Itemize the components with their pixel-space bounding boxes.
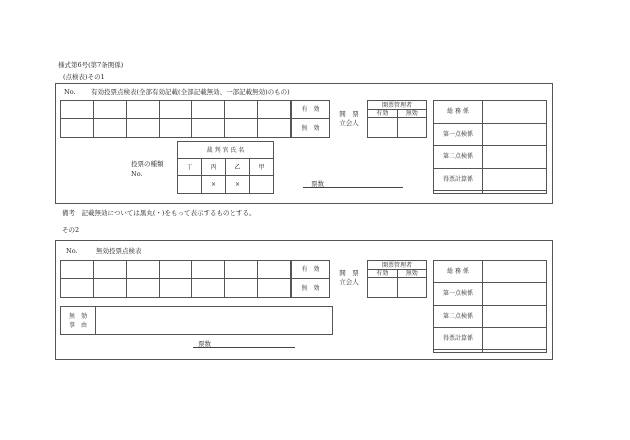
manager-cell [368, 278, 398, 298]
judge-mark: × [202, 176, 226, 194]
tally-cell [93, 101, 126, 119]
tally-cell [61, 101, 94, 119]
tally-cell [258, 279, 291, 298]
staff-label: 第一点検係 [434, 283, 483, 305]
ballot-count-line-1 [303, 187, 403, 188]
invalid-reason-table [60, 306, 333, 335]
staff-cell [483, 283, 547, 305]
staff-cell [483, 191, 547, 194]
ballot-count-label-1: 票数 [311, 180, 324, 188]
tally-cell [93, 119, 126, 138]
staff-label: 第二点検係 [434, 146, 483, 169]
tally-cell [159, 279, 192, 298]
tally-cell [192, 279, 225, 298]
tally-cell [225, 261, 258, 279]
manager-valid: 有効 [368, 110, 398, 118]
judge-name: 丙 [202, 159, 226, 176]
tally-cell [225, 101, 258, 119]
part2-title: その2 [62, 226, 80, 234]
tally-cell [258, 119, 291, 138]
tally-cell [192, 101, 225, 119]
manager-cell [368, 118, 398, 138]
tally-cell [225, 279, 258, 298]
observers-label: 開 票 立会人 [339, 110, 359, 127]
tally-cell [126, 101, 159, 119]
staff-cell [483, 123, 547, 146]
tally-cell [192, 119, 225, 138]
judges-table [177, 141, 274, 194]
tally-cell [126, 279, 159, 298]
manager-label: 開票管理者 [368, 261, 427, 270]
staff-label [434, 191, 483, 194]
staff-grid-2 [433, 260, 547, 353]
staff-cell [483, 305, 547, 327]
judge-name: 丁 [178, 159, 202, 176]
sheet-2-no-label: No. [66, 247, 78, 255]
tally-grid-1 [60, 100, 291, 138]
tally-cell [192, 261, 225, 279]
invalid-label: 無 効 [292, 119, 330, 138]
ballot-count-label-2: 票数 [198, 340, 211, 348]
note-text: 備考 記載無効については黒丸(・)をもって表示するものとする。 [62, 209, 256, 217]
tally-cell [126, 119, 159, 138]
sheet-1-title: 有効投票点検表(全部有効記載(全部記載無効、一部記載無効)のもの) [91, 88, 290, 96]
judge-name: 甲 [250, 159, 274, 176]
tally-cell [93, 261, 126, 279]
staff-label: 得票計算係 [434, 327, 483, 349]
tally-cell [258, 261, 291, 279]
tally-cell [61, 261, 94, 279]
staff-label: 総 務 係 [434, 261, 483, 283]
manager-grid-2 [367, 260, 427, 298]
invalid-label: 無 効 [292, 279, 330, 298]
tally-cell [93, 279, 126, 298]
tally-cell [159, 261, 192, 279]
vote-type-label: 投票の種類 [131, 160, 164, 168]
judge-name: 乙 [226, 159, 250, 176]
valid-invalid-grid-1 [291, 100, 330, 138]
judge-mark: × [226, 176, 250, 194]
tally-cell [225, 119, 258, 138]
tally-cell [159, 101, 192, 119]
staff-label: 第一点検係 [434, 123, 483, 146]
invalid-reason-cell [96, 307, 333, 335]
form-number: 様式第6号(第7条関係) [58, 61, 124, 69]
staff-cell [483, 327, 547, 349]
manager-cell [397, 278, 427, 298]
sheet-2-title: 無効投票点検表 [96, 247, 142, 255]
staff-cell [483, 101, 547, 124]
manager-cell [397, 118, 427, 138]
invalid-reason-label: 無 効 事 由 [61, 307, 96, 335]
manager-invalid: 無効 [397, 110, 427, 118]
staff-cell [483, 350, 547, 353]
staff-grid-1 [433, 100, 547, 194]
ballot-count-line-2 [193, 347, 295, 348]
tally-cell [258, 101, 291, 119]
manager-invalid: 無効 [397, 270, 427, 278]
tally-cell [61, 279, 94, 298]
valid-label: 有 効 [292, 261, 330, 279]
form-title: (点検表)その1 [63, 73, 105, 81]
sheet-1-no-label: No. [64, 88, 76, 96]
judge-mark [250, 176, 274, 194]
valid-invalid-grid-2 [291, 260, 330, 298]
observers-label-2: 開 票 立会人 [339, 269, 359, 286]
staff-cell [483, 261, 547, 283]
manager-valid: 有効 [368, 270, 398, 278]
staff-cell [483, 168, 547, 191]
judge-mark [178, 176, 202, 194]
tally-cell [126, 261, 159, 279]
staff-label [434, 350, 483, 353]
staff-label: 総 務 係 [434, 101, 483, 124]
vote-type-no: No. [131, 170, 143, 178]
tally-grid-2 [60, 260, 291, 298]
manager-label: 開票管理者 [368, 101, 427, 110]
tally-cell [159, 119, 192, 138]
staff-cell [483, 146, 547, 169]
manager-grid-1 [367, 100, 427, 138]
staff-label: 第二点検係 [434, 305, 483, 327]
judges-header: 裁 判 官 氏 名 [178, 142, 274, 159]
tally-cell [61, 119, 94, 138]
staff-label: 得票計算係 [434, 168, 483, 191]
valid-label: 有 効 [292, 101, 330, 119]
